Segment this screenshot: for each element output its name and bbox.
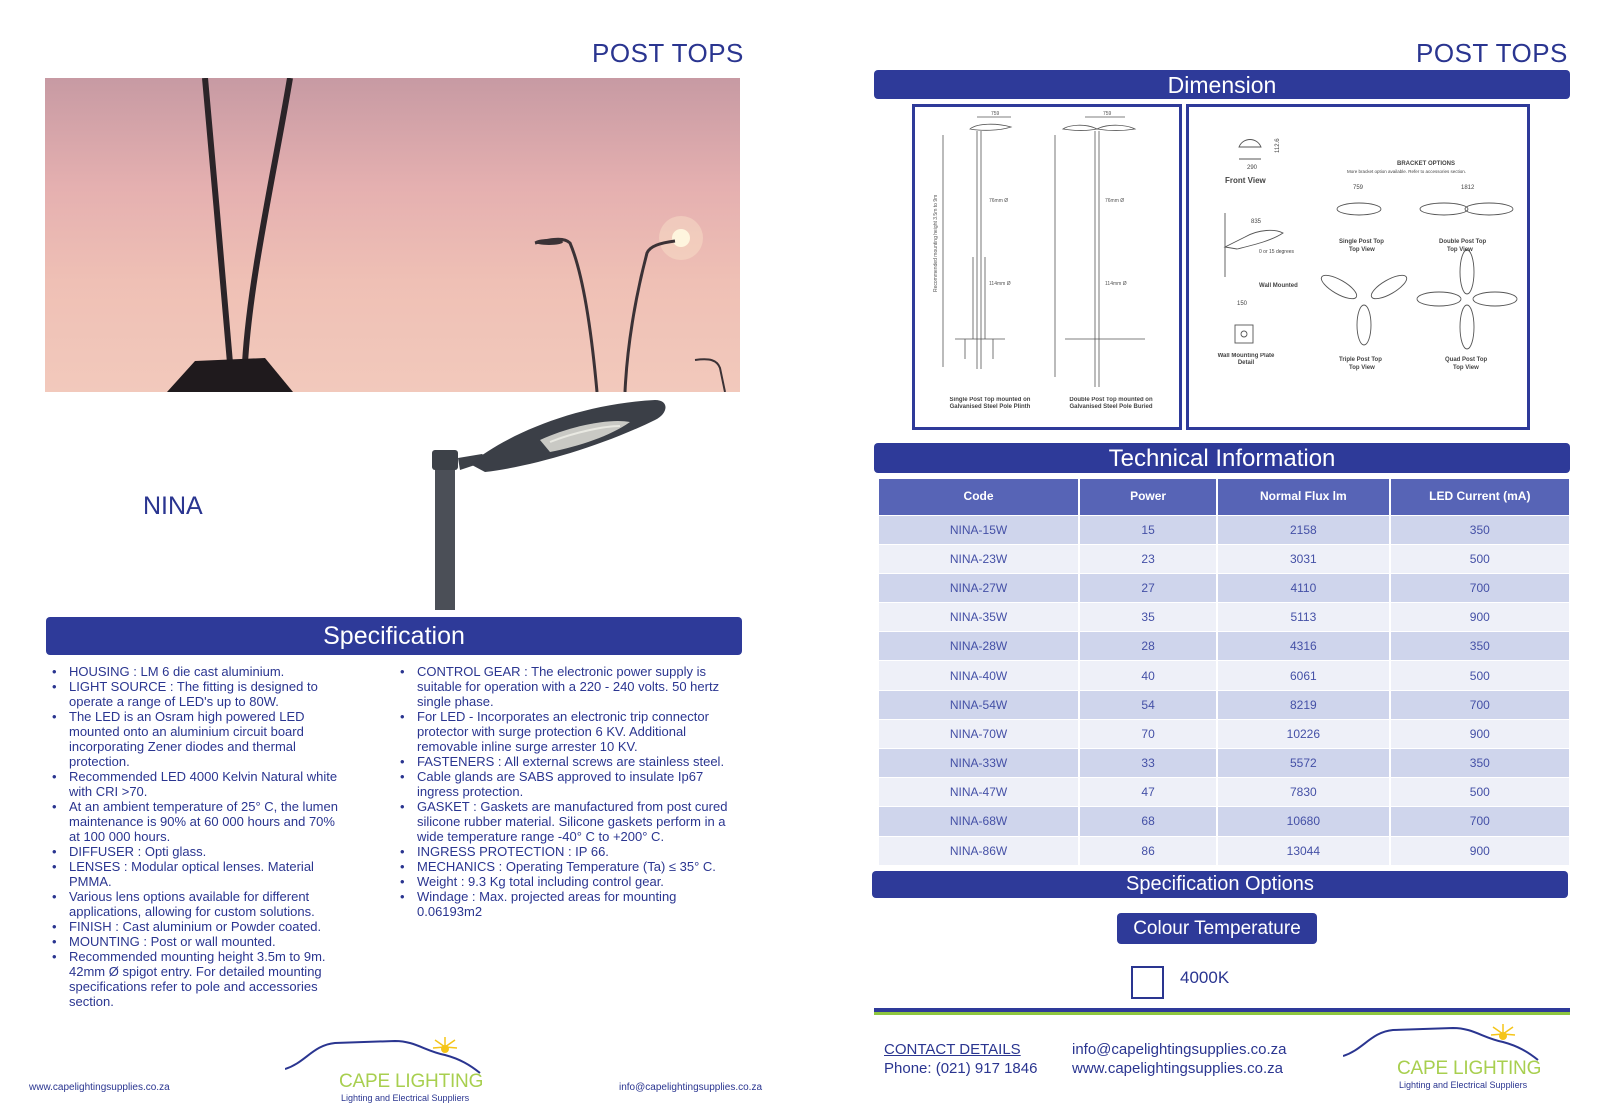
quad-top-label: Quad Post Top: [1445, 357, 1488, 363]
footer-website[interactable]: www.capelightingsupplies.co.za: [29, 1082, 170, 1093]
code-cell: NINA-27W: [879, 573, 1079, 602]
table-row: [879, 719, 1569, 748]
dim-label: 114mm Ø: [1105, 281, 1127, 287]
dim-label: 1812: [1461, 185, 1475, 191]
code-cell: NINA-28W: [879, 632, 1079, 661]
table-row: [879, 749, 1569, 778]
spec-item: • LENSES : Modular optical lenses. Material PMMA.: [52, 859, 342, 889]
column-header-led-current: LED Current (mA): [1390, 479, 1569, 515]
flux-cell: 5572: [1217, 749, 1390, 778]
column-header-power: Power: [1079, 479, 1217, 515]
logo-wordmark: CAPE LIGHTING: [339, 1071, 484, 1092]
triple-top-label: Triple Post Top: [1339, 357, 1382, 363]
table-row: [879, 603, 1569, 632]
dim-label: 835: [1251, 219, 1262, 225]
code-cell: NINA-35W: [879, 603, 1079, 632]
flux-cell: 5113: [1217, 603, 1390, 632]
bracket-options-label: BRACKET OPTIONS: [1397, 161, 1456, 167]
flux-cell: 10680: [1217, 807, 1390, 836]
top-view-label: Top View: [1349, 247, 1375, 253]
spec-item: • GASKET : Gaskets are manufactured from post cured silicone rubber material. Silicone gaskets perform in a wide temperature range -40° C to +200° C.: [400, 799, 740, 844]
power-cell: 68: [1079, 807, 1217, 836]
dim-label: 290: [1247, 165, 1258, 171]
table-row: [879, 573, 1569, 602]
dim-label: 759: [1353, 185, 1364, 191]
code-cell: NINA-23W: [879, 544, 1079, 573]
led-current-cell: 350: [1390, 515, 1569, 544]
option-4000k-checkbox[interactable]: [1131, 966, 1164, 999]
code-cell: NINA-40W: [879, 661, 1079, 690]
drawing-caption: Double Post Top mounted on Galvanised Steel Pole Buried: [1069, 397, 1153, 410]
contact-email[interactable]: info@capelightingsupplies.co.za: [1072, 1041, 1287, 1058]
code-cell: NINA-47W: [879, 778, 1079, 807]
led-current-cell: 350: [1390, 749, 1569, 778]
technical-information-heading: Technical Information: [874, 443, 1570, 473]
led-current-cell: 350: [1390, 632, 1569, 661]
flux-cell: 8219: [1217, 690, 1390, 719]
spec-item: • INGRESS PROTECTION : IP 66.: [400, 844, 740, 859]
bracket-note: More bracket option available. Refer to accessories section.: [1347, 169, 1467, 174]
dimension-drawing-brackets: [1186, 104, 1530, 430]
table-row: [879, 515, 1569, 544]
product-name: NINA: [143, 492, 203, 520]
spec-item: • Various lens options available for different applications, allowing for custom solutions.: [52, 889, 342, 919]
spec-item: • MOUNTING : Post or wall mounted.: [52, 934, 342, 949]
code-cell: NINA-15W: [879, 515, 1079, 544]
spec-list-right: [400, 664, 740, 919]
cape-lighting-logo: [285, 1037, 495, 1107]
code-cell: NINA-33W: [879, 749, 1079, 778]
drawing-caption: Single Post Top mounted on Galvanised Steel Pole Plinth: [949, 397, 1031, 410]
code-cell: NINA-54W: [879, 690, 1079, 719]
hero-photo-streetlights: [45, 78, 740, 392]
led-current-cell: 700: [1390, 690, 1569, 719]
footer-divider-green: [874, 1012, 1570, 1015]
spec-item: • CONTROL GEAR : The electronic power supply is suitable for operation with a 220 - 240 volts. 50 hertz single phase.: [400, 664, 740, 709]
specification-options-heading: Specification Options: [872, 871, 1568, 898]
dim-label: 150: [1237, 301, 1248, 307]
logo-wordmark: CAPE LIGHTING: [1397, 1058, 1542, 1079]
flux-cell: 4110: [1217, 573, 1390, 602]
table-row: [879, 661, 1569, 690]
double-top-label: Double Post Top: [1439, 239, 1487, 245]
led-current-cell: 900: [1390, 836, 1569, 865]
spec-list-left: [52, 664, 342, 1009]
dim-label: 0 or 15 degrees: [1259, 249, 1295, 255]
flux-cell: 10226: [1217, 719, 1390, 748]
spec-item: • LIGHT SOURCE : The fitting is designed to operate a range of LED's up to 80W.: [52, 679, 342, 709]
power-cell: 86: [1079, 836, 1217, 865]
dim-label: 114mm Ø: [989, 281, 1011, 287]
dim-label: Recommended mounting height 3.5m to 9m: [933, 194, 939, 292]
table-row: [879, 632, 1569, 661]
led-current-cell: 700: [1390, 573, 1569, 602]
table-row: [879, 778, 1569, 807]
cape-lighting-logo: [1343, 1024, 1553, 1094]
flux-cell: 13044: [1217, 836, 1390, 865]
power-cell: 54: [1079, 690, 1217, 719]
contact-details-heading: CONTACT DETAILS: [884, 1041, 1021, 1058]
power-cell: 23: [1079, 544, 1217, 573]
flux-cell: 4316: [1217, 632, 1390, 661]
table-row: [879, 807, 1569, 836]
power-cell: 35: [1079, 603, 1217, 632]
led-current-cell: 900: [1390, 603, 1569, 632]
spec-item: • HOUSING : LM 6 die cast aluminium.: [52, 664, 342, 679]
column-header-flux: Normal Flux lm: [1217, 479, 1390, 515]
table-row: [879, 544, 1569, 573]
power-cell: 40: [1079, 661, 1217, 690]
flux-cell: 7830: [1217, 778, 1390, 807]
single-top-label: Single Post Top: [1339, 239, 1384, 245]
power-cell: 47: [1079, 778, 1217, 807]
flux-cell: 3031: [1217, 544, 1390, 573]
technical-table: [879, 479, 1569, 865]
right-page-title: POST TOPS: [1416, 38, 1568, 68]
led-current-cell: 700: [1390, 807, 1569, 836]
led-current-cell: 500: [1390, 661, 1569, 690]
spec-item: • FINISH : Cast aluminium or Powder coated.: [52, 919, 342, 934]
flux-cell: 2158: [1217, 515, 1390, 544]
column-header-code: Code: [879, 479, 1079, 515]
specification-heading: Specification: [46, 617, 742, 655]
colour-temperature-label: Colour Temperature: [1117, 913, 1317, 944]
dim-label: 76mm Ø: [989, 198, 1009, 204]
spec-item: • Recommended LED 4000 Kelvin Natural white with CRI >70.: [52, 769, 342, 799]
code-cell: NINA-86W: [879, 836, 1079, 865]
wall-plate-label: Wall Mounting Plate Detail: [1217, 353, 1275, 366]
wall-mounted-label: Wall Mounted: [1259, 283, 1298, 289]
dim-label: 112.6: [1275, 138, 1281, 153]
spec-item: • The LED is an Osram high powered LED mounted onto an aluminium circuit board incorporating Zener diodes and thermal protection.: [52, 709, 342, 769]
contact-website[interactable]: www.capelightingsupplies.co.za: [1072, 1060, 1283, 1077]
spec-item: • For LED - Incorporates an electronic trip connector protector with surge protection 6 KV. Additional removable inline surge arrester 10 KV.: [400, 709, 740, 754]
power-cell: 27: [1079, 573, 1217, 602]
table-header-row: [879, 479, 1569, 515]
flux-cell: 6061: [1217, 661, 1390, 690]
power-cell: 15: [1079, 515, 1217, 544]
dimension-heading: Dimension: [874, 70, 1570, 99]
top-view-label: Top View: [1349, 365, 1375, 371]
spec-item: • MECHANICS : Operating Temperature (Ta) ≤ 35° C.: [400, 859, 740, 874]
logo-tagline: Lighting and Electrical Suppliers: [1399, 1080, 1528, 1090]
top-view-label: Top View: [1447, 247, 1473, 253]
spec-item: • Cable glands are SABS approved to insulate Ip67 ingress protection.: [400, 769, 740, 799]
dim-label: 759: [1103, 111, 1112, 117]
spec-item: • FASTENERS : All external screws are stainless steel.: [400, 754, 740, 769]
code-cell: NINA-70W: [879, 719, 1079, 748]
contact-phone: Phone: (021) 917 1846: [884, 1060, 1038, 1077]
option-4000k-label: 4000K: [1180, 968, 1230, 987]
table-row: [879, 836, 1569, 865]
logo-tagline: Lighting and Electrical Suppliers: [341, 1093, 470, 1103]
front-view-label: Front View: [1225, 176, 1266, 185]
spec-item: • Recommended mounting height 3.5m to 9m. 42mm Ø spigot entry. For detailed mounting specifications refer to pole and accessories section.: [52, 949, 342, 1009]
product-photo-nina-luminaire: [430, 392, 690, 610]
spec-item: • Weight : 9.3 Kg total including control gear.: [400, 874, 740, 889]
dimension-drawing-poles: [912, 104, 1182, 430]
code-cell: NINA-68W: [879, 807, 1079, 836]
spec-item: • Windage : Max. projected areas for mounting 0.06193m2: [400, 889, 740, 919]
dim-label: 76mm Ø: [1105, 198, 1125, 204]
power-cell: 33: [1079, 749, 1217, 778]
spec-item: • At an ambient temperature of 25° C, the lumen maintenance is 90% at 60 000 hours and 70% at 100 000 hours.: [52, 799, 342, 844]
led-current-cell: 900: [1390, 719, 1569, 748]
top-view-label: Top View: [1453, 365, 1479, 371]
table-row: [879, 690, 1569, 719]
led-current-cell: 500: [1390, 544, 1569, 573]
spec-item: • DIFFUSER : Opti glass.: [52, 844, 342, 859]
left-page-title: POST TOPS: [592, 38, 744, 68]
power-cell: 28: [1079, 632, 1217, 661]
dim-label: 759: [991, 111, 1000, 117]
footer-email[interactable]: info@capelightingsupplies.co.za: [619, 1082, 763, 1093]
led-current-cell: 500: [1390, 778, 1569, 807]
power-cell: 70: [1079, 719, 1217, 748]
